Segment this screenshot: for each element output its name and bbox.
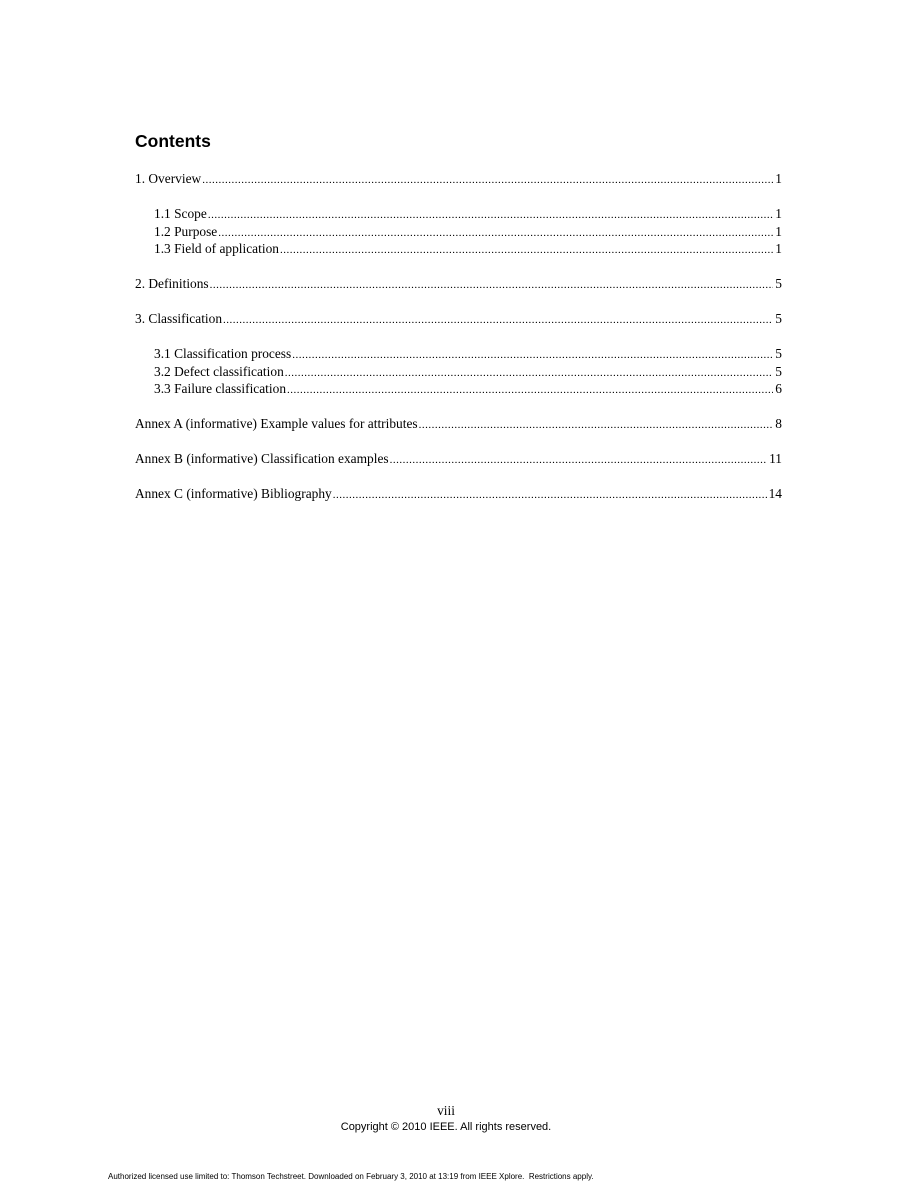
toc-entry-definitions[interactable] [135,275,782,293]
toc-entry-page: 5 [775,346,782,361]
toc-entry-classification[interactable] [135,310,782,328]
page-title: Contents [135,131,211,151]
dot-leader [419,417,774,435]
toc-entry-page: 1 [775,171,782,186]
toc-entry-page: 8 [775,416,782,431]
toc-entry-label: 3. Classification [135,311,223,326]
toc-entry-page: 5 [775,363,782,379]
dot-leader [285,365,774,383]
dot-leader [223,312,773,330]
toc-entry-overview[interactable] [135,170,782,188]
dot-leader [218,225,773,243]
dot-leader [208,207,773,225]
toc-entry-defect-classification[interactable] [135,363,782,381]
table-of-contents [135,170,782,503]
page-number: viii [437,1103,455,1118]
toc-entry-page: 14 [768,486,782,501]
toc-entry-page: 1 [775,206,782,221]
toc-entry-label: 2. Definitions [135,276,209,291]
dot-leader [202,172,773,190]
dot-leader [210,277,774,295]
toc-entry-page: 11 [769,451,782,466]
toc-entry-label: 3.2 Defect classification [154,363,284,379]
toc-entry-annex-a[interactable] [135,415,782,433]
toc-entry-field-of-application[interactable] [135,240,782,258]
copyright-notice: Copyright © 2010 IEEE. All rights reserved. [340,1121,552,1133]
toc-entry-label: 1.1 Scope [154,206,207,221]
toc-entry-label: Annex B (informative) Classification examples [135,451,389,466]
license-notice: Authorized licensed use limited to: Thomson Techstreet. Downloaded on February 3, 2010 at 13:19 from IEEE Xplore. Restrictions apply. [108,1172,594,1181]
dot-leader [390,452,767,470]
toc-entry-label: Annex C (informative) Bibliography [135,486,332,501]
toc-entry-page: 5 [775,276,782,291]
toc-entry-annex-c[interactable] [135,485,782,503]
toc-entry-label: 3.3 Failure classification [154,381,287,396]
dot-leader [333,487,767,505]
toc-entry-page: 1 [775,223,782,239]
toc-entry-classification-process[interactable] [135,345,782,363]
toc-entry-purpose[interactable] [135,223,782,241]
toc-entry-label: 1. Overview [135,171,202,186]
toc-entry-label: 3.1 Classification process [154,346,292,361]
toc-entry-label: 1.3 Field of application [154,241,279,256]
toc-entry-label: 1.2 Purpose [154,223,218,239]
toc-entry-annex-b[interactable] [135,450,782,468]
toc-entry-scope[interactable] [135,205,782,223]
dot-leader [287,382,773,400]
toc-entry-page: 5 [775,311,782,326]
toc-entry-page: 1 [775,241,782,256]
dot-leader [280,242,773,260]
toc-entry-failure-classification[interactable] [135,380,782,398]
toc-entry-page: 6 [775,381,782,396]
dot-leader [292,347,773,365]
toc-entry-label: Annex A (informative) Example values for attributes [135,416,418,431]
